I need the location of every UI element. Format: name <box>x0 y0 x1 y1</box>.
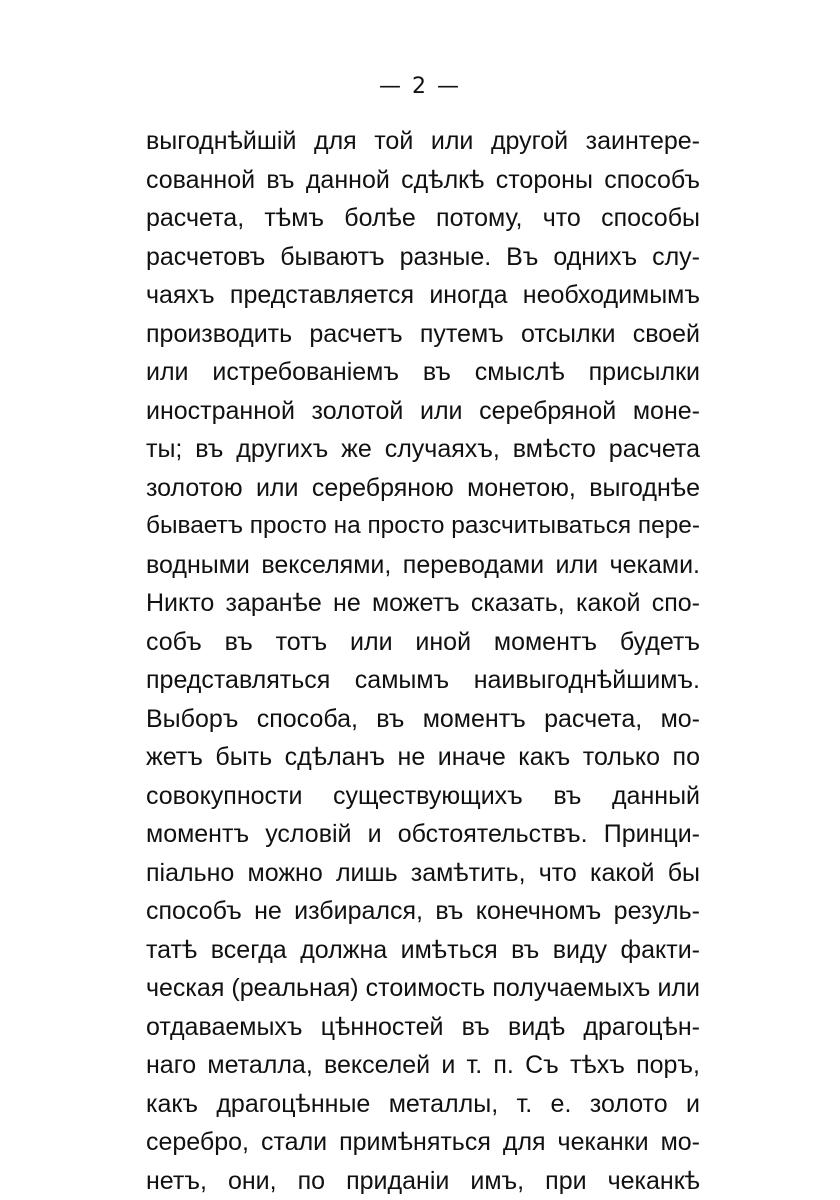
text-line: чаяхъ представляется иногда необходимымъ <box>146 276 700 315</box>
text-line: способъ не избирался, въ конечномъ резуль- <box>146 892 700 931</box>
text-line: наго металла, векселей и т. п. Съ тѣхъ поръ, <box>146 1046 700 1085</box>
text-line: серебро, стали примѣняться для чеканки мо- <box>146 1123 700 1162</box>
text-line: расчета, тѣмъ болѣе потому, что способы <box>146 199 700 238</box>
text-line: ческая (реальная) стоимость получаемыхъ или <box>146 969 700 1008</box>
text-line: сованной въ данной сдѣлкѣ стороны способъ <box>146 161 700 200</box>
text-line: нетъ, они, по приданіи имъ, при чеканкѣ <box>146 1162 700 1200</box>
text-line: Никто заранѣе не можетъ сказать, какой спо- <box>146 584 700 623</box>
text-line: выгоднѣйшій для той или другой заинтере- <box>146 122 700 161</box>
text-line: отдаваемыхъ цѣнностей въ видѣ драгоцѣн- <box>146 1008 700 1047</box>
text-line: жетъ быть сдѣланъ не иначе какъ только по <box>146 738 700 777</box>
text-line: какъ драгоцѣнные металлы, т. е. золото и <box>146 1085 700 1124</box>
body-text <box>146 122 700 1200</box>
text-line: представляться самымъ наивыгоднѣйшимъ. <box>146 661 700 700</box>
text-line: золотою или серебряною монетою, выгоднѣе <box>146 469 700 508</box>
text-line: татѣ всегда должна имѣться въ виду факти- <box>146 931 700 970</box>
page-number: — 2 — <box>0 74 840 99</box>
text-line: бываетъ просто на просто разсчитываться пере- <box>146 507 700 546</box>
text-line: производить расчетъ путемъ отсылки своей <box>146 315 700 354</box>
text-line: Выборъ способа, въ моментъ расчета, мо- <box>146 700 700 739</box>
text-line: или истребованіемъ въ смыслѣ присылки <box>146 353 700 392</box>
text-line: собъ въ тотъ или иной моментъ будетъ <box>146 623 700 662</box>
text-line: піально можно лишь замѣтить, что какой бы <box>146 854 700 893</box>
text-line: водными векселями, переводами или чеками. <box>146 546 700 585</box>
text-line: моментъ условій и обстоятельствъ. Принци- <box>146 815 700 854</box>
text-line: ты; въ другихъ же случаяхъ, вмѣсто расчета <box>146 430 700 469</box>
text-line: расчетовъ бываютъ разные. Въ однихъ слу- <box>146 238 700 277</box>
text-line: совокупности существующихъ въ данный <box>146 777 700 816</box>
text-line: иностранной золотой или серебряной моне- <box>146 392 700 431</box>
